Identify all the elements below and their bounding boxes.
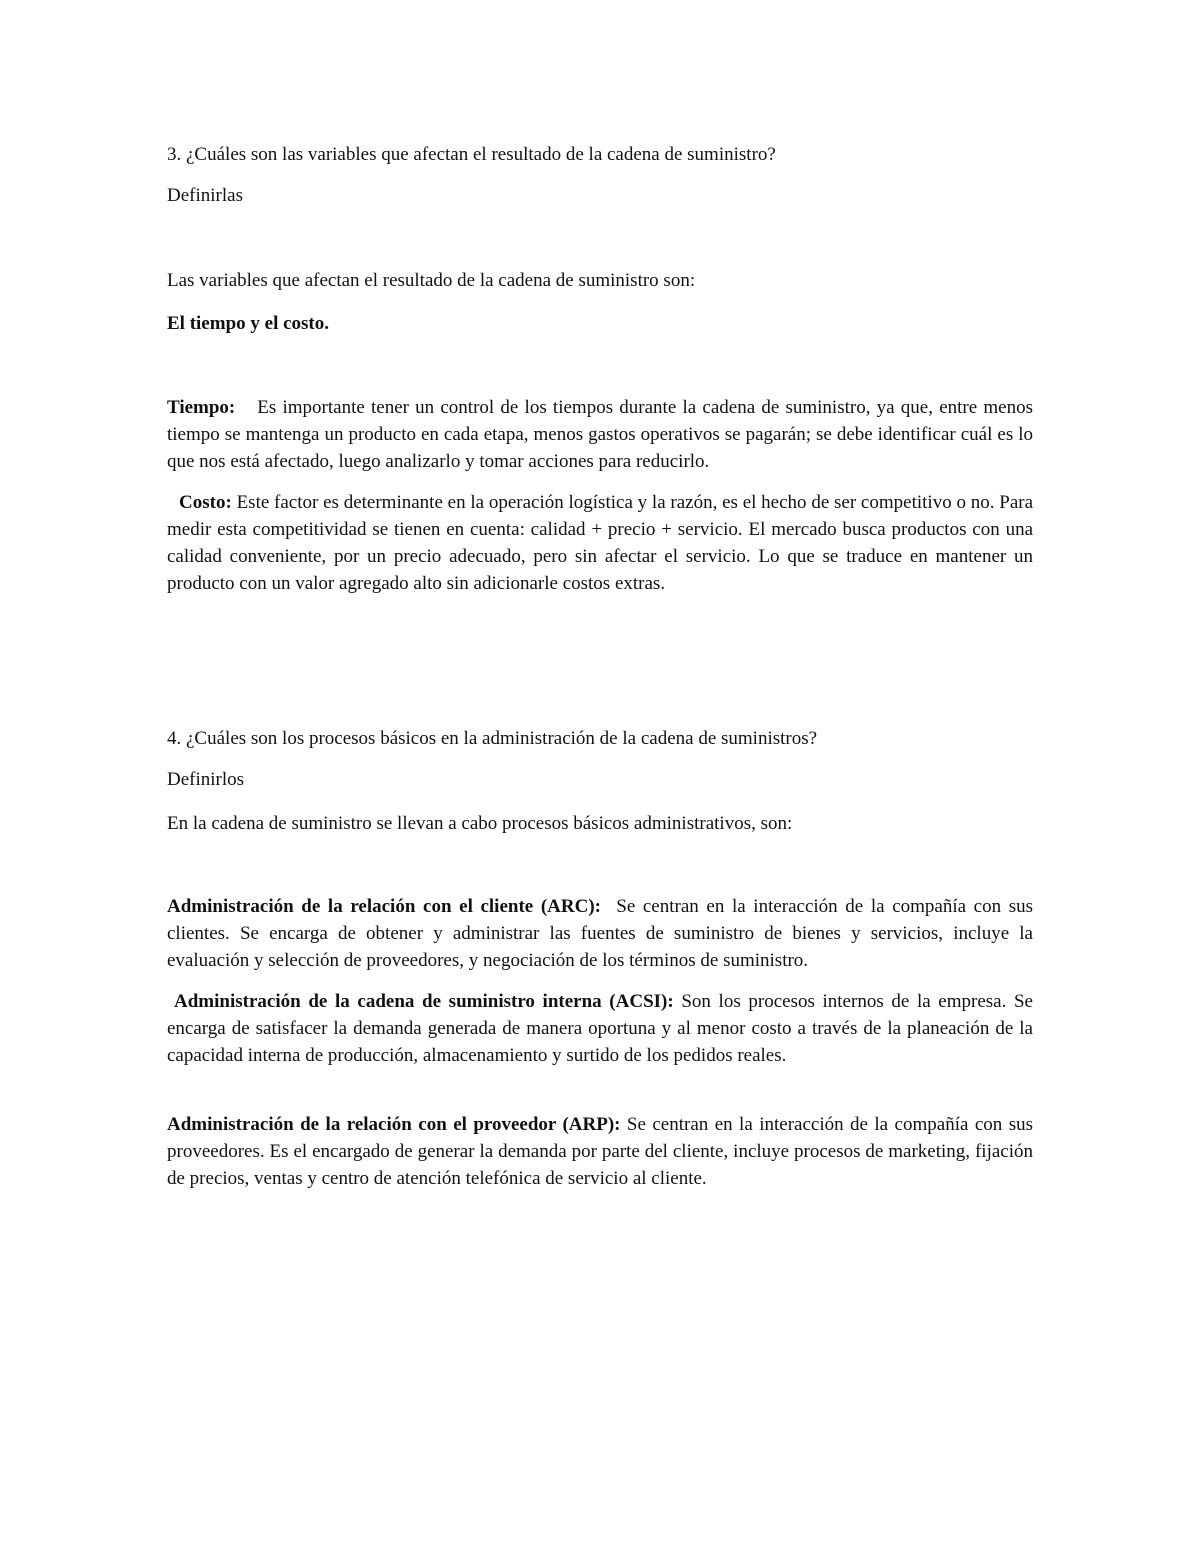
instruction-4: Definirlos — [167, 769, 245, 790]
arp-label: Administración de la relación con el proveedor (ARP): — [167, 1114, 621, 1135]
arc-text: Se centran en la interacción de la compañía con sus clientes. Se encarga de obtener y administrar las fuentes de suministro de bienes y servicios, incluye la evaluación y selección de proveedores, y negociación de los términos de suministro. — [167, 896, 1034, 971]
costo-label: Costo: — [179, 492, 232, 513]
arc-label: Administración de la relación con el cliente (ARC): — [167, 896, 601, 917]
arc-paragraph — [167, 893, 1033, 974]
instruction-3: Definirlas — [167, 185, 243, 206]
answer-summary-3: El tiempo y el costo. — [167, 313, 330, 334]
arp-text: Se centran en la interacción de la compañía con sus proveedores. Es el encargado de generar la demanda por parte del cliente, incluye procesos de marketing, fijación de precios, ventas y centro de atención telefónica de servicio al cliente. — [167, 1114, 1033, 1189]
costo-paragraph — [167, 489, 1033, 597]
tiempo-label: Tiempo: — [167, 397, 236, 418]
tiempo-text: Es importante tener un control de los tiempos durante la cadena de suministro, ya que, entre menos tiempo se mantenga un producto en cada etapa, menos gastos operativos se pagarán; se debe identificar cuál es lo que nos está afectado, luego analizarlo y tomar acciones para reducirlo. — [167, 397, 1033, 472]
costo-text: Este factor es determinante en la operación logística y la razón, es el hecho de ser competitivo o no. Para medir esta competitividad se tienen en cuenta: calidad + precio + servicio. El mercado busca productos con una calidad conveniente, por un precio adecuado, pero sin afectar el servicio. Lo que se traduce en mantener un producto con un valor agregado alto sin adicionarle costos extras. — [167, 492, 1034, 594]
question-4: 4. ¿Cuáles son los procesos básicos en la administración de la cadena de suministros? — [167, 728, 818, 749]
acsi-text: Son los procesos internos de la empresa. Se encarga de satisfacer la demanda generada de manera oportuna y al menor costo a través de la planeación de la capacidad interna de producción, almacenamiento y surtido de los pedidos reales. — [167, 991, 1033, 1066]
answer-intro-4: En la cadena de suministro se llevan a cabo procesos básicos administrativos, son: — [167, 813, 793, 834]
tiempo-paragraph — [167, 394, 1033, 475]
answer-intro-3: Las variables que afectan el resultado de la cadena de suministro son: — [167, 270, 696, 291]
question-3: 3. ¿Cuáles son las variables que afectan el resultado de la cadena de suministro? — [167, 144, 776, 165]
acsi-paragraph — [167, 988, 1033, 1069]
arp-paragraph — [167, 1111, 1033, 1192]
acsi-label: Administración de la cadena de suministro interna (ACSI): — [174, 991, 674, 1012]
